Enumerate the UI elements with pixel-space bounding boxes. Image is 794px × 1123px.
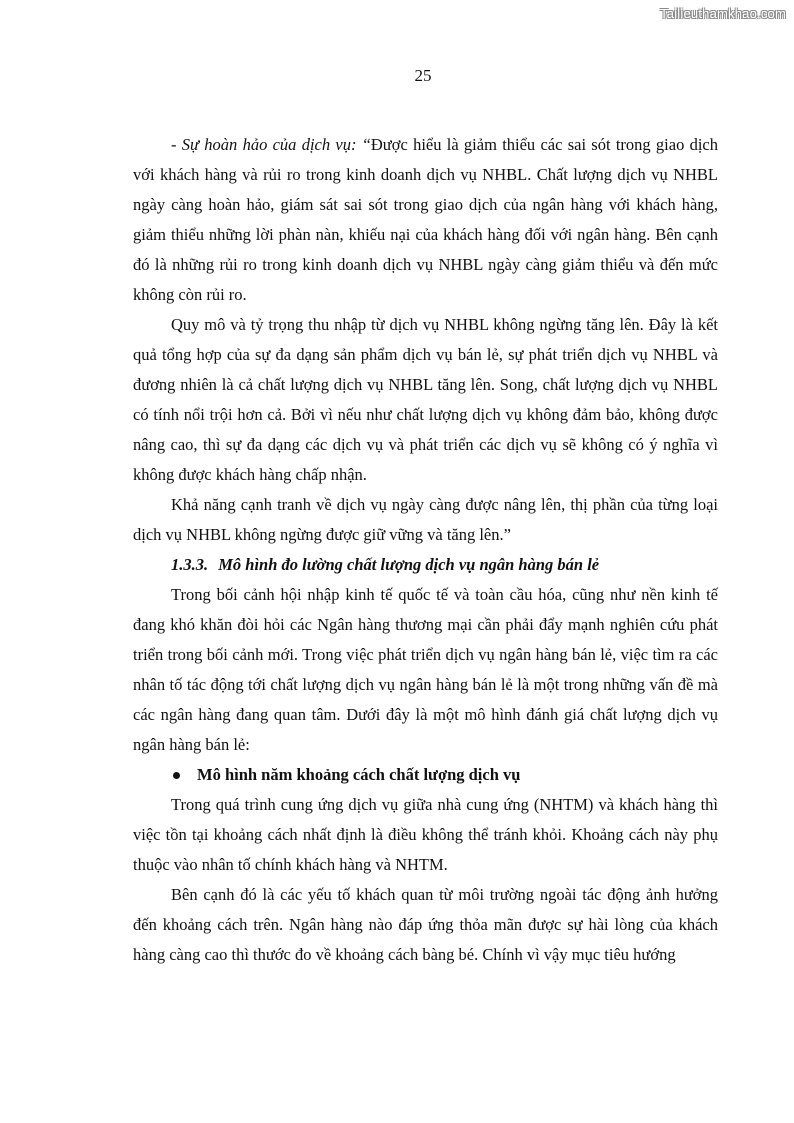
paragraph-objective-factors: Bên cạnh đó là các yếu tố khách quan từ môi trường ngoài tác động ảnh hưởng đến khoảng cách trên. Ngân hàng nào đáp ứng thỏa mãn được sự hài lòng của khách hàng càng cao thì thước đo về khoảng cách bàng bé. Chính vì vậy mục tiêu hướng: [133, 885, 718, 964]
bullet-heading-text: Mô hình năm khoảng cách chất lượng dịch vụ: [197, 765, 521, 784]
paragraph-quality-perfection: [133, 130, 718, 310]
paragraph-text: Được hiểu là giảm thiểu các sai sót trong giao dịch với khách hàng và rủi ro trong kinh doanh dịch vụ NHBL. Chất lượng dịch vụ NHBL ngày càng hoàn hảo, giám sát sai sót trong giao dịch của ngân hàng với khách hàng, giảm thiểu những lời phàn nàn, khiếu nại của khách hàng đối với ngân hàng. Bên cạnh đó là những rủi ro trong kinh doanh dịch vụ NHBL ngày càng giảm thiểu và đến mức không còn rủi ro.: [133, 135, 719, 304]
bullet-dot-icon: [173, 772, 180, 779]
paragraph-competitiveness: Khả năng cạnh tranh về dịch vụ ngày càng được nâng lên, thị phần của từng loại dịch vụ NHBL không ngừng được giữ vững và tăng lên.”: [133, 495, 718, 544]
section-title: Mô hình đo lường chất lượng dịch vụ ngân hàng bán lẻ: [218, 555, 600, 574]
document-body: [133, 130, 718, 970]
bullet-heading: [133, 760, 718, 790]
page-number: 25: [414, 66, 432, 85]
italic-lead: Sự hoàn hảo của dịch vụ: “: [181, 135, 371, 154]
section-number: 1.3.3.: [171, 555, 209, 574]
paragraph-context: Trong bối cảnh hội nhập kinh tế quốc tế và toàn cầu hóa, cũng như nền kinh tế đang khó khăn đòi hỏi các Ngân hàng thương mại cần phải đẩy mạnh nghiên cứu phát triển trong bối cảnh mới. Trong việc phát triển dịch vụ ngân hàng bán lẻ, việc tìm ra các nhân tố tác động tới chất lượng dịch vụ ngân hàng bán lẻ là một trong những vấn đề mà các ngân hàng đang quan tâm. Dưới đây là một mô hình đánh giá chất lượng dịch vụ ngân hàng bán lẻ:: [133, 585, 718, 754]
paragraph-income-scale: Quy mô và tỷ trọng thu nhập từ dịch vụ NHBL không ngừng tăng lên. Đây là kết quả tổng hợp của sự đa dạng sản phẩm dịch vụ bán lẻ, sự phát triển dịch vụ NHBL và đương nhiên là cả chất lượng dịch vụ NHBL tăng lên. Song, chất lượng dịch vụ NHBL có tính nổi trội hơn cả. Bởi vì nếu như chất lượng dịch vụ không đảm bảo, không được nâng cao, thì sự đa dạng các dịch vụ và phát triển các dịch vụ sẽ không có ý nghĩa vì không được khách hàng chấp nhận.: [133, 315, 718, 484]
paragraph-service-gap: Trong quá trình cung ứng dịch vụ giữa nhà cung ứng (NHTM) và khách hàng thì việc tồn tại khoảng cách nhất định là điều không thể tránh khỏi. Khoảng cách này phụ thuộc vào nhân tố chính khách hàng và NHTM.: [133, 795, 718, 874]
section-heading: [133, 550, 718, 580]
dash-prefix: -: [171, 135, 182, 154]
watermark-text: Tailieuthamkhao.com: [660, 6, 786, 21]
